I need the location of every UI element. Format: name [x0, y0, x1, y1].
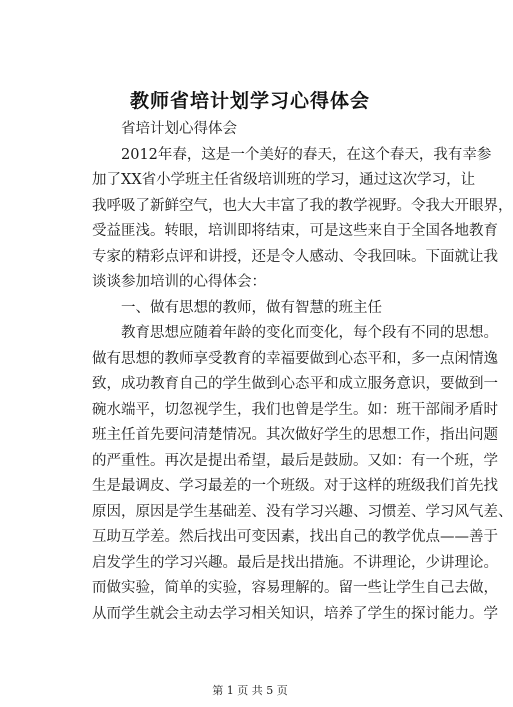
body-line: 我呼吸了新鲜空气，也大大丰富了我的教学视野。令我大开眼界， — [92, 197, 513, 214]
body-line: 省培计划心得体会 — [121, 121, 237, 137]
body-line: 做有思想的教师享受教育的幸福要做到心态平和，多一点闲情逸 — [92, 350, 498, 367]
body-line: 而做实验，简单的实验，容易理解的。留一些让学生自己去做， — [92, 580, 498, 596]
document-title: 教师省培计划学习心得体会 — [129, 90, 370, 112]
page-footer: 第 1 页 共 5 页 — [212, 684, 288, 697]
body-line: 谈谈参加培训的心得体会： — [92, 274, 266, 290]
body-line: 碗水端平，切忽视学生，我们也曾是学生。如：班干部闹矛盾时 — [92, 401, 498, 418]
body-line: 生是最调皮、学习最差的一个班级。对于这样的班级我们首先找 — [92, 478, 498, 494]
body-line: 互助互学差。然后找出可变因素，找出自己的教学优点——善于 — [92, 529, 498, 545]
body-line: 2012年春，这是一个美好的春天，在这个春天，我有幸参 — [121, 146, 492, 163]
body-line: 原因，原因是学生基础差、没有学习兴趣、习惯差、学习风气差、 — [92, 503, 513, 520]
document-body — [92, 117, 513, 627]
body-line: 从而学生就会主动去学习相关知识，培养了学生的探讨能力。学 — [92, 605, 498, 622]
body-line: 班主任首先要问清楚情况。其次做好学生的思想工作，指出问题 — [92, 427, 498, 443]
section-heading: 一、做有思想的教师，做有智慧的班主任 — [121, 299, 382, 316]
body-line: 启发学生的学习兴趣。最后是找出措施。不讲理论，少讲理论。 — [92, 554, 498, 571]
body-line: 致，成功教育自己的学生做到心态平和成立服务意识，要做到一 — [92, 376, 498, 392]
body-line: 专家的精彩点评和讲授，还是令人感动、令我回味。下面就让我 — [92, 248, 498, 265]
body-line: 的严重性。再次是提出希望，最后是鼓励。又如：有一个班，学 — [92, 452, 498, 469]
body-line: 教育思想应随着年龄的变化而变化，每个段有不同的思想。 — [121, 325, 498, 341]
body-line: 加了XX省小学班主任省级培训班的学习，通过这次学习，让 — [92, 172, 476, 188]
body-line: 受益匪浅。转眼，培训即将结束，可是这些来自于全国各地教育 — [92, 223, 498, 239]
